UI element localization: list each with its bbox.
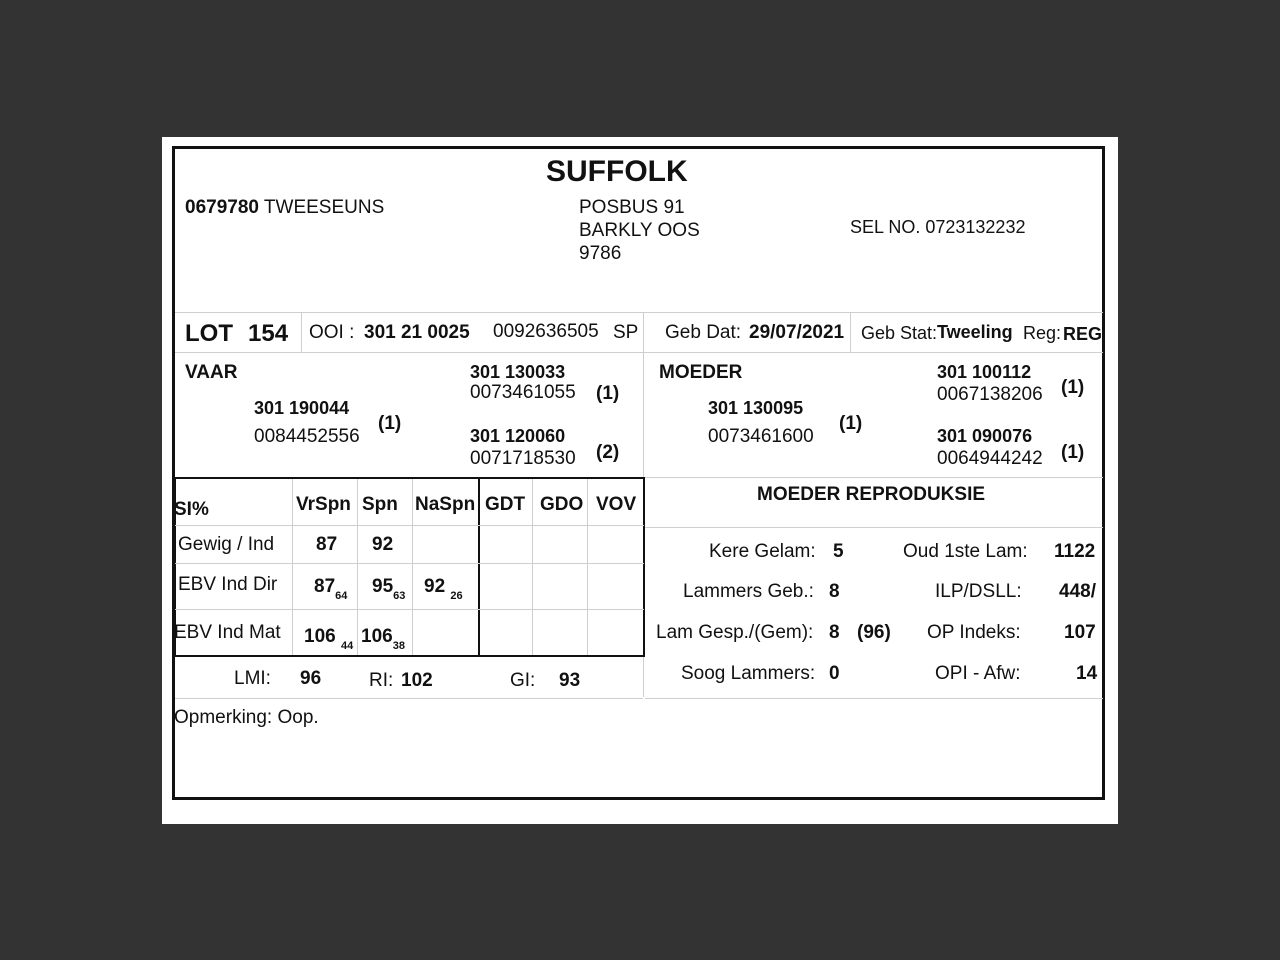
remark: Opmerking: Oop. [174, 707, 319, 728]
ooi-number: 0092636505 [493, 321, 599, 342]
lam-gesp-label: Lam Gesp./(Gem): [656, 622, 814, 643]
divider [850, 312, 851, 352]
ri-label: RI: [369, 670, 394, 691]
divider [645, 698, 1103, 699]
breeder-name: TWEESEUNS [263, 197, 385, 218]
op-indeks-value: 107 [1064, 622, 1096, 643]
oud-label: Oud 1ste Lam: [903, 541, 1028, 562]
cell-spn: $106_{38}$ [361, 626, 405, 652]
lot-card [162, 137, 1118, 824]
lot-label: LOT [185, 320, 233, 347]
table-border [478, 477, 480, 657]
birth-date: 29/07/2021 [749, 322, 845, 343]
dam-dam-id: 301 090076 [937, 426, 1033, 446]
birth-date-label: Geb Dat: [665, 322, 742, 343]
ooi-code: SP [613, 322, 639, 343]
table-row-line [175, 563, 644, 564]
birth-status-label: Geb Stat: [861, 323, 938, 343]
opi-label: OPI - Afw: [935, 663, 1021, 684]
dam-dam-code: (1) [1061, 442, 1085, 463]
breed-title: SUFFOLK [546, 155, 688, 188]
sire-dam-number: 0071718530 [470, 448, 576, 469]
lam-gem-value: (96) [857, 622, 891, 643]
birth-status: Tweeling [937, 322, 1013, 342]
divider [643, 352, 644, 477]
ri-value: 102 [401, 670, 433, 691]
table-border [174, 655, 645, 657]
kere-gelam-label: Kere Gelam: [709, 541, 816, 562]
soog-value: 0 [829, 663, 840, 684]
cell-vrspn: $87_{64}$ [314, 576, 348, 602]
sire-id: 301 190044 [254, 398, 350, 418]
divider [645, 477, 1103, 478]
sire-dam-id: 301 120060 [470, 426, 566, 446]
reg-value: REG [1063, 324, 1103, 344]
address-line-3: 9786 [579, 243, 622, 264]
kere-gelam-value: 5 [833, 541, 844, 562]
sire-sire-id: 301 130033 [470, 362, 566, 382]
sire-code: (1) [378, 413, 402, 434]
lammers-geb-label: Lammers Geb.: [683, 581, 814, 602]
header-gdo: GDO [540, 494, 584, 515]
table-col-line [357, 479, 358, 655]
cell-spn: $95_{63}$ [372, 576, 406, 602]
dam-id: 301 130095 [708, 398, 804, 418]
table-row-line [175, 525, 644, 526]
lam-gesp-value: 8 [829, 622, 840, 643]
reproduction-title: MOEDER REPRODUKSIE [757, 484, 986, 505]
op-indeks-label: OP Indeks: [927, 622, 1021, 643]
phone-number: SEL NO. 0723132232 [850, 217, 1026, 237]
table-row-line [175, 609, 644, 610]
dam-sire-id: 301 100112 [937, 362, 1032, 382]
cell-vrspn: 106 $_{44}$ [304, 626, 354, 652]
header-naspn: NaSpn [415, 494, 476, 515]
ilp-label: ILP/DSLL: [935, 581, 1022, 602]
dam-dam-number: 0064944242 [937, 448, 1043, 469]
divider [645, 527, 1103, 528]
lot-number: 154 [248, 320, 289, 347]
address-line-1: POSBUS 91 [579, 197, 685, 218]
row-label-ebv-dir: EBV Ind Dir [178, 574, 278, 595]
header-si: SI% [174, 499, 209, 520]
opi-value: 14 [1076, 663, 1098, 684]
dam-sire-number: 0067138206 [937, 384, 1043, 405]
ooi-label: OOI : [309, 322, 355, 343]
oud-value: 1122 [1054, 541, 1096, 562]
cell-naspn: 92 $_{26}$ [424, 576, 463, 602]
sire-sire-code: (1) [596, 383, 620, 404]
divider [643, 312, 644, 352]
table-border [643, 477, 645, 657]
sire-sire-number: 0073461055 [470, 382, 576, 403]
header-vov: VOV [596, 494, 637, 515]
row-label-gewig: Gewig / Ind [178, 534, 275, 555]
cell-vrspn: 87 [316, 534, 338, 555]
table-col-line [587, 479, 588, 655]
card-frame [172, 146, 1105, 800]
breeder-number: 0679780 [185, 197, 259, 218]
divider [175, 698, 643, 699]
header-vrspn: VrSpn [296, 494, 351, 515]
divider [175, 312, 1103, 313]
lmi-label: LMI: [234, 668, 271, 689]
divider [643, 657, 644, 697]
dam-code: (1) [839, 413, 863, 434]
lammers-geb-value: 8 [829, 581, 840, 602]
breeder-line [185, 197, 384, 219]
header-spn: Spn [362, 494, 398, 515]
address-line-2: BARKLY OOS [579, 220, 700, 241]
lmi-value: 96 [300, 668, 322, 689]
sire-number: 0084452556 [254, 426, 360, 447]
table-col-line [292, 479, 293, 655]
header-gdt: GDT [485, 494, 526, 515]
gi-value: 93 [559, 670, 581, 691]
row-label-ebv-mat: EBV Ind Mat [174, 622, 281, 643]
divider [301, 312, 302, 352]
dam-number: 0073461600 [708, 426, 814, 447]
sire-dam-code: (2) [596, 442, 620, 463]
reg-label: Reg: [1023, 323, 1062, 343]
dam-sire-code: (1) [1061, 377, 1085, 398]
ooi-id: 301 21 0025 [364, 322, 470, 343]
divider [175, 352, 1103, 353]
cell-spn: 92 [372, 534, 394, 555]
soog-label: Soog Lammers: [681, 663, 816, 684]
table-col-line [412, 479, 413, 655]
table-col-line [532, 479, 533, 655]
table-border [174, 477, 645, 479]
sire-section-label: VAAR [185, 362, 238, 383]
ilp-value: 448/ [1059, 581, 1096, 602]
dam-section-label: MOEDER [659, 362, 743, 383]
gi-label: GI: [510, 670, 536, 691]
